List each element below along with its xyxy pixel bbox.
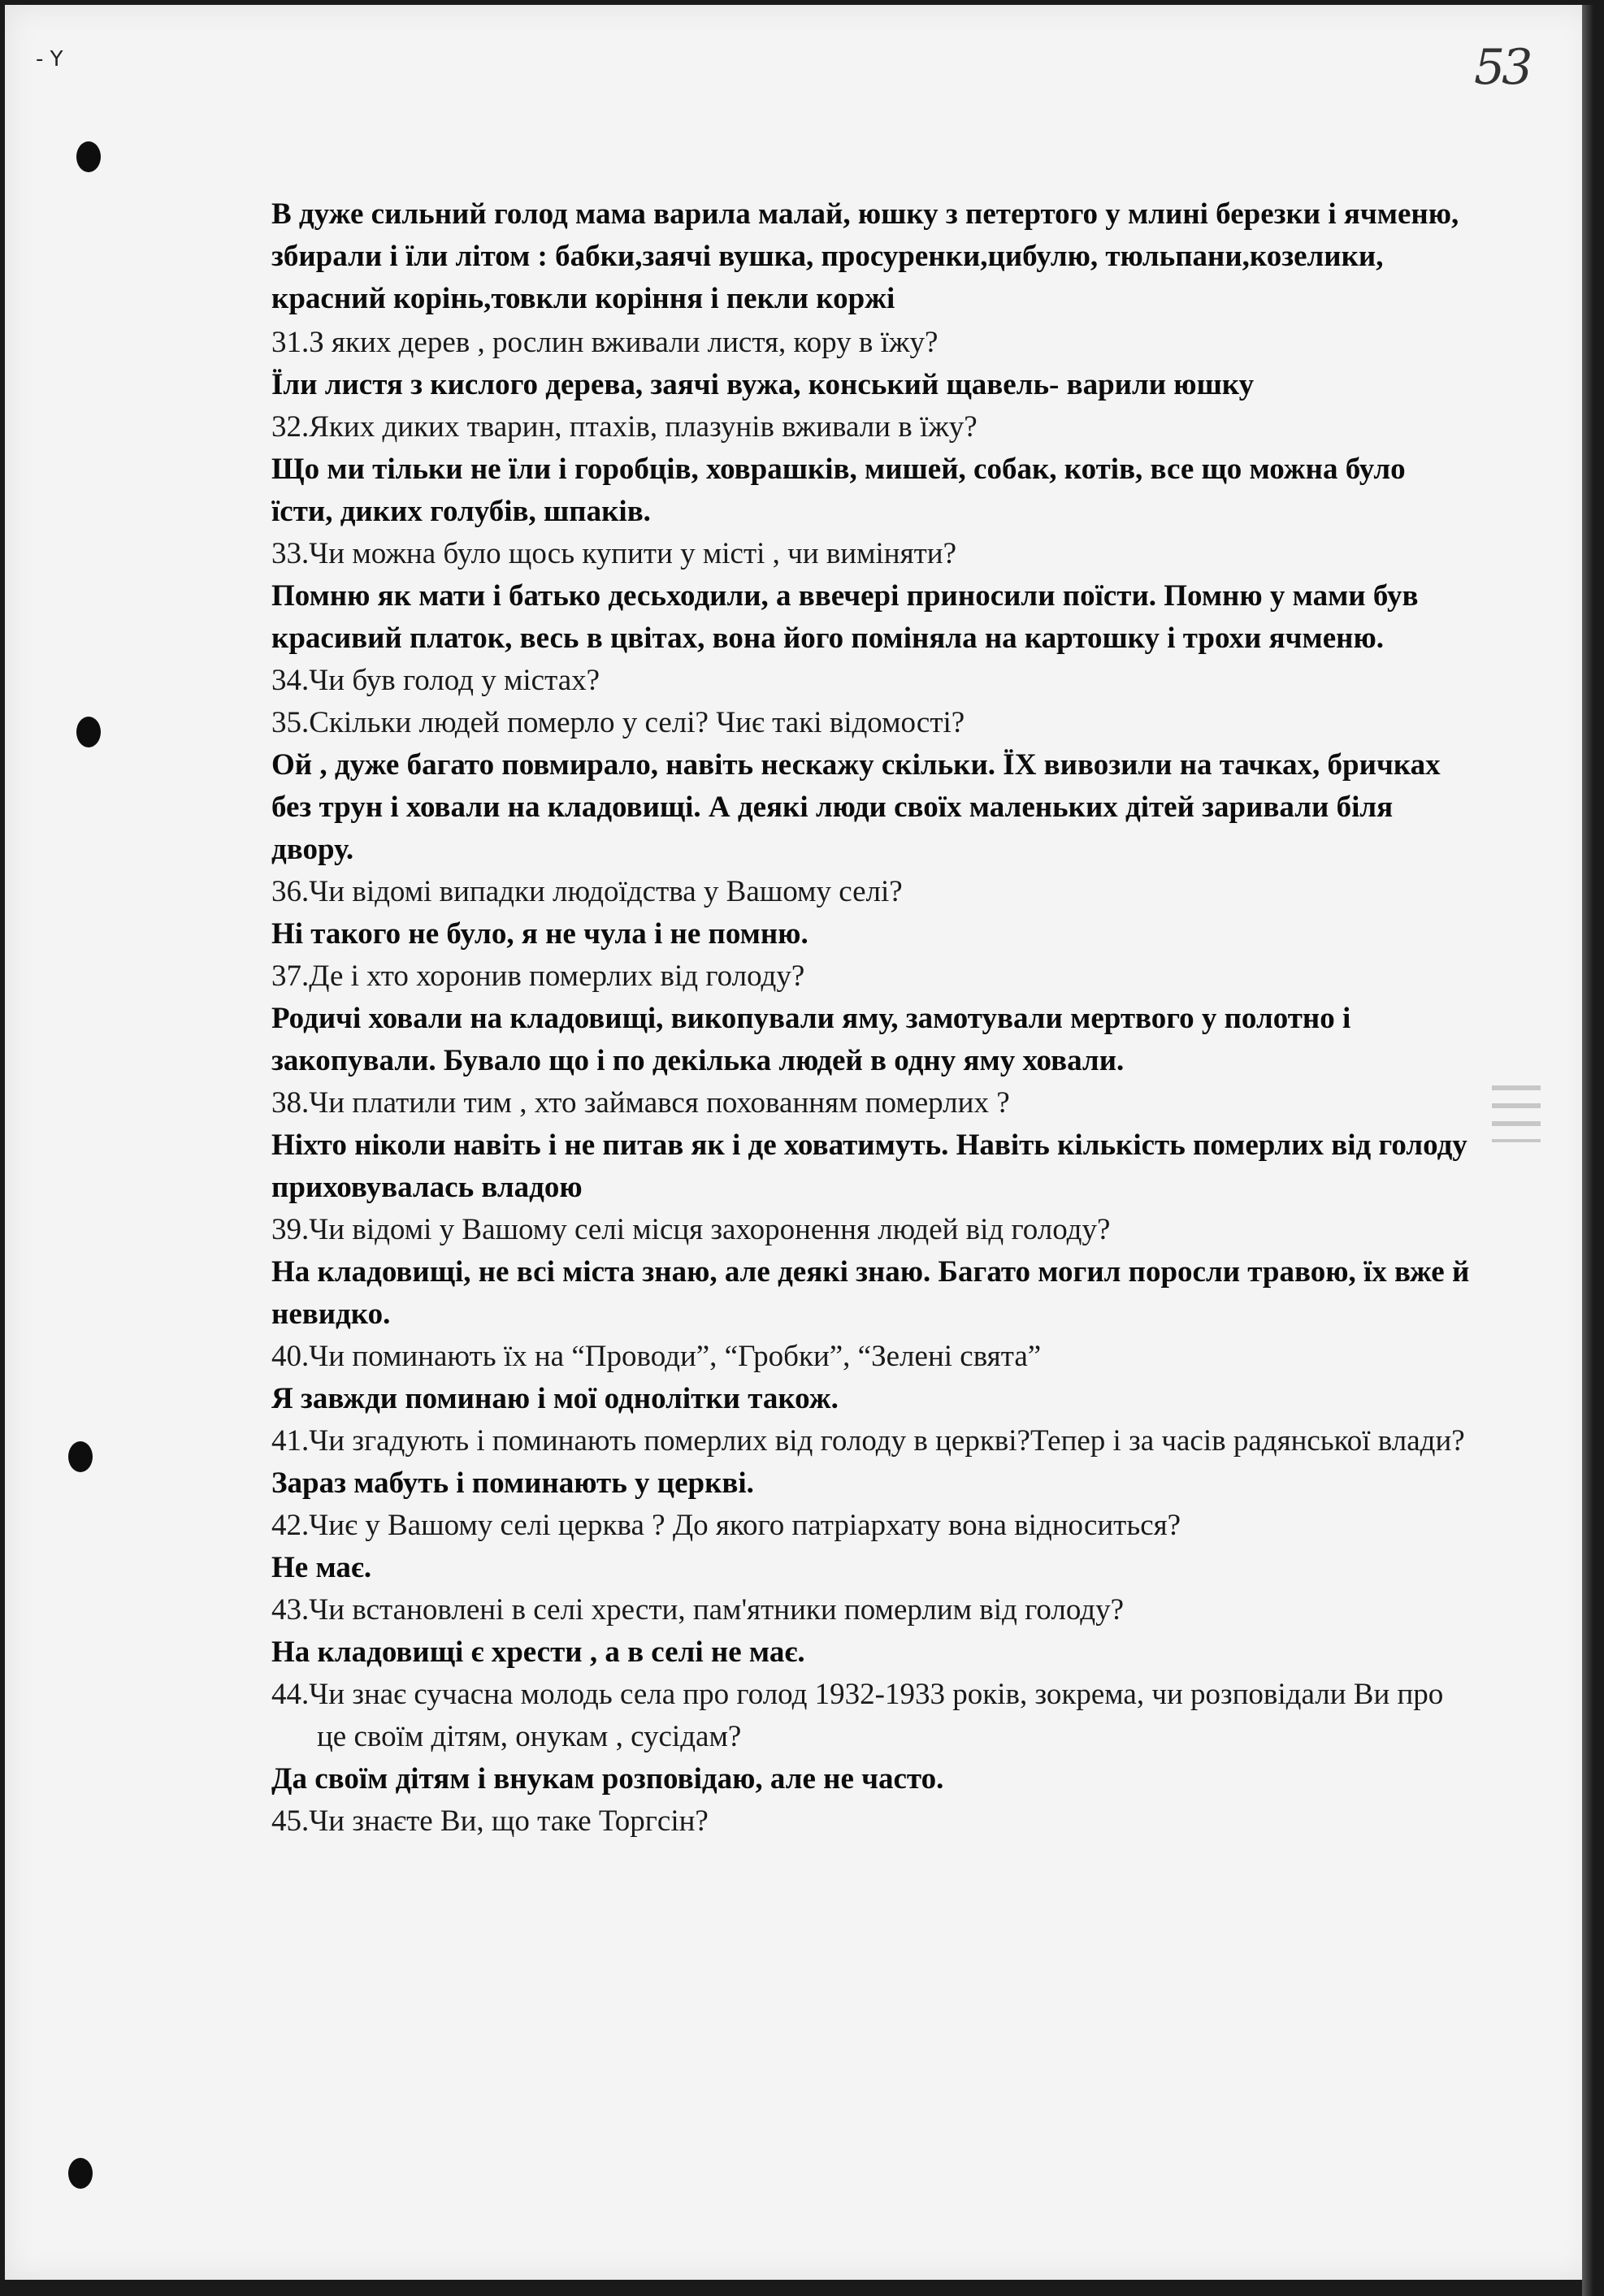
answer-31: Їли листя з кислого дерева, заячі вужа, конський щавель- варили юшку — [271, 368, 1255, 401]
question-34: 34.Чи був голод у містах? — [271, 664, 600, 697]
punch-hole-icon — [76, 717, 101, 747]
punch-hole-icon — [68, 2158, 93, 2189]
question-32: 32.Яких диких тварин, птахів, плазунів вживали в їжу? — [271, 410, 978, 444]
question-38: 38.Чи платили тим , хто займався похованням померлих ? — [271, 1086, 1010, 1120]
scan-edge — [1582, 5, 1593, 2296]
question-45: 45.Чи знаєте Ви, що таке Торгсін? — [271, 1804, 709, 1838]
answer-41: Зараз мабуть і поминають у церкві. — [271, 1466, 754, 1500]
question-41: 41.Чи згадують і поминають померлих від голоду в церкві?Тепер і за часів радянської влади? — [271, 1424, 1465, 1458]
scan-smudge — [1492, 1085, 1541, 1142]
answer-33: Помню як мати і батько десьходили, а ввечері приносили поїсти. Помню у мами був красивий платок, весь в цвітах, вона його поміняла на картошку і трохи ячменю. — [271, 579, 1419, 655]
punch-hole-icon — [68, 1441, 93, 1472]
answer-32: Що ми тільки не їли і горобців, ховрашків, мишей, собак, котів, все що можна було їсти, диких голубів, шпаків. — [271, 453, 1406, 528]
intro-answer: В дуже сильний голод мама варила малай, юшку з петертого у млині березки і ячменю, збирали і їли літом : бабки,заячі вушка, просуренки,цибулю, тюльпани,козелики, красний корінь,товкли коріння і пекли коржі — [271, 197, 1459, 315]
answer-35: Ой , дуже багато повмирало, навіть нескажу скільки. ЇХ вивозили на тачках, бричках без трун і ховали на кладовищі. А деякі люди своїх маленьких дітей заривали біля двору. — [271, 748, 1441, 866]
question-35: 35.Скільки людей померло у селі? Чиє такі відомості? — [271, 706, 965, 739]
answer-39: На кладовищі, не всі міста знаю, але деякі знаю. Багато могил поросли травою, їх вже й невидко. — [271, 1255, 1470, 1331]
question-31: 31.З яких дерев , рослин вживали листя, кору в їжу? — [271, 326, 939, 359]
question-40: 40.Чи поминають їх на “Проводи”, “Гробки”, “Зелені свята” — [271, 1340, 1042, 1373]
question-39: 39.Чи відомі у Вашому селі місця захоронення людей від голоду? — [271, 1213, 1111, 1246]
page-number: 53 — [1474, 39, 1530, 96]
answer-36: Ні такого не було, я не чула і не помню. — [271, 917, 809, 951]
answer-38: Ніхто ніколи навіть і не питав як і де ховатимуть. Навіть кількість померлих від голоду приховувалась владою — [271, 1129, 1467, 1204]
document-page — [5, 5, 1593, 2280]
answer-37: Родичі ховали на кладовищі, викопували яму, замотували мертвого у полотно і закопували. Бувало що і по декілька людей в одну яму ховали. — [271, 1002, 1351, 1077]
question-33: 33.Чи можна було щось купити у місті , чи виміняти? — [271, 537, 957, 570]
corner-mark: - Y — [36, 47, 63, 71]
questionnaire-text — [271, 193, 1474, 1843]
question-42: 42.Чиє у Вашому селі церква ? До якого патріархату вона відноситься? — [271, 1509, 1181, 1542]
answer-40: Я завжди поминаю і мої однолітки також. — [271, 1382, 839, 1415]
question-37: 37.Де і хто хоронив померлих від голоду? — [271, 960, 805, 993]
question-44: 44.Чи знає сучасна молодь села про голод 1932-1933 років, зокрема, чи розповідали Ви про це своїм дітям, онукам , сусідам? — [271, 1678, 1444, 1753]
punch-hole-icon — [76, 141, 101, 172]
answer-42: Не має. — [271, 1551, 372, 1584]
question-36: 36.Чи відомі випадки людоїдства у Вашому селі? — [271, 875, 903, 908]
question-43: 43.Чи встановлені в селі хрести, пам'ятники померлим від голоду? — [271, 1593, 1125, 1627]
answer-43: На кладовищі є хрести , а в селі не має. — [271, 1635, 805, 1669]
answer-44: Да своїм дітям і внукам розповідаю, але не часто. — [271, 1762, 944, 1796]
